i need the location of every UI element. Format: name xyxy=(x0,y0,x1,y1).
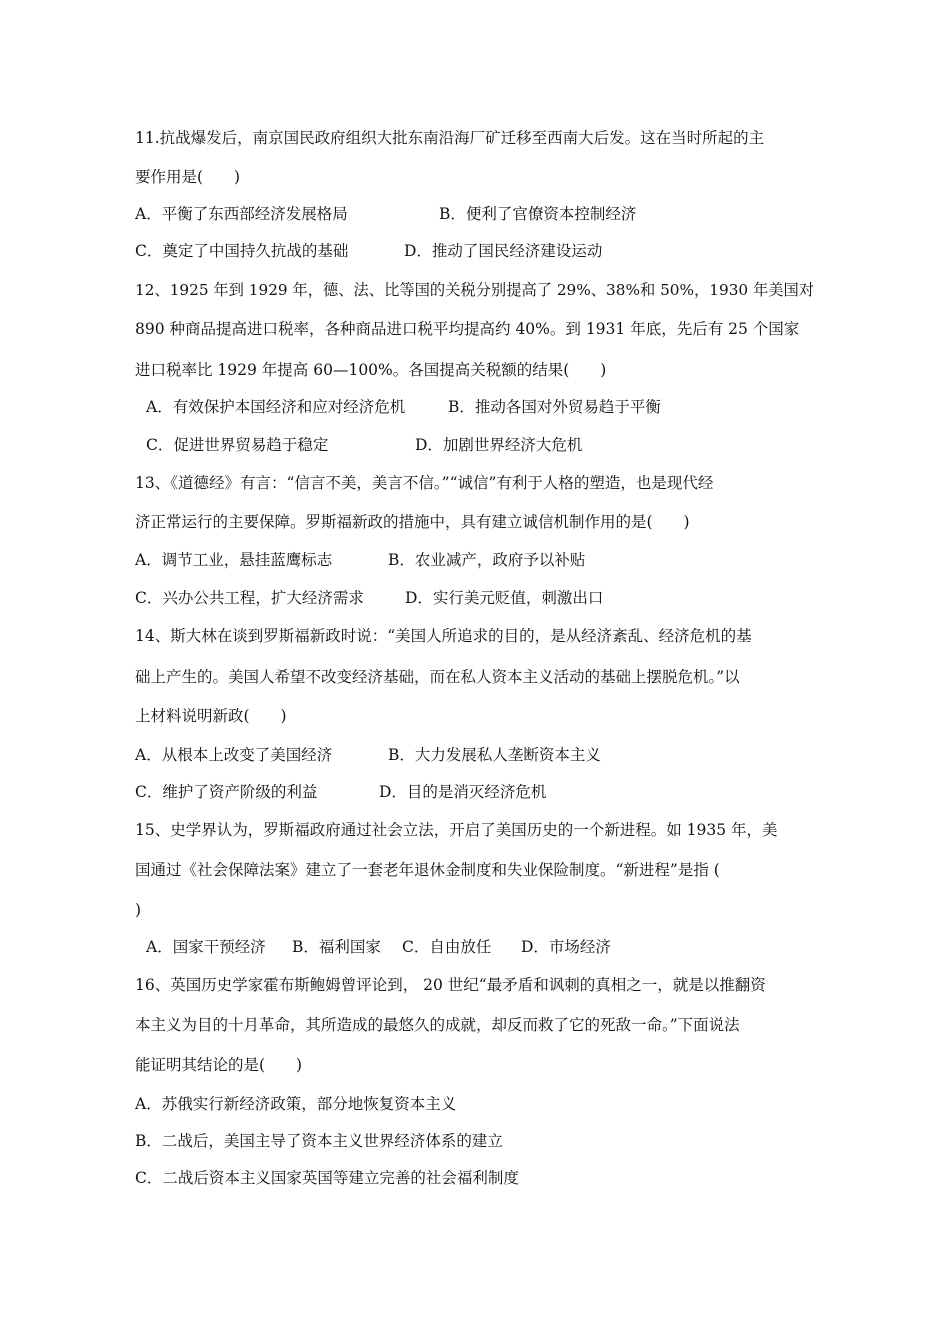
q12-option-b: B．推动各国对外贸易趋于平衡 xyxy=(448,398,661,416)
q12-stem-line-3: 进口税率比 1929 年提高 60—100%。各国提高关税额的结果( ) xyxy=(135,361,607,379)
q15-option-b: B．福利国家 xyxy=(292,938,381,956)
q11-option-a: A．平衡了东西部经济发展格局 xyxy=(135,205,348,223)
q12-stem-line-1: 12、1925 年到 1929 年，德、法、比等国的关税分别提高了 29%、38%和 50%，1930 年美国对 xyxy=(135,281,815,299)
q14-option-c: C．维护了资产阶级的利益 xyxy=(135,783,318,801)
q16-option-c: C．二战后资本主义国家英国等建立完善的社会福利制度 xyxy=(135,1169,519,1187)
q13-stem-line-2: 济正常运行的主要保障。罗斯福新政的措施中，具有建立诚信机制作用的是( ) xyxy=(135,513,690,531)
q11-option-b: B．便利了官僚资本控制经济 xyxy=(439,205,637,223)
q12-option-d: D．加剧世界经济大危机 xyxy=(415,436,583,454)
q11-stem-line-2: 要作用是( ) xyxy=(135,168,241,186)
q11-option-d: D．推动了国民经济建设运动 xyxy=(404,242,603,260)
q12-option-a: A．有效保护本国经济和应对经济危机 xyxy=(146,398,406,416)
q14-option-d: D．目的是消灭经济危机 xyxy=(379,783,547,801)
q16-stem-line-2: 本主义为目的十月革命，其所造成的最悠久的成就，却反而救了它的死敌一命。”下面说法 xyxy=(135,1016,740,1034)
q15-stem-line-3: ) xyxy=(135,901,142,919)
q11-stem-line-1: 11.抗战爆发后，南京国民政府组织大批东南沿海厂矿迁移至西南大后发。这在当时所起的主 xyxy=(135,129,765,147)
q14-stem-line-3: 上材料说明新政( ) xyxy=(135,707,287,725)
q16-stem-line-1: 16、英国历史学家霍布斯鲍姆曾评论到， 20 世纪“最矛盾和讽刺的真相之一，就是以推翻资 xyxy=(135,976,766,994)
q16-option-a: A．苏俄实行新经济政策，部分地恢复资本主义 xyxy=(135,1095,457,1113)
q13-option-b: B．农业减产，政府予以补贴 xyxy=(388,551,586,569)
q12-stem-line-2: 890 种商品提高进口税率，各种商品进口税平均提高约 40%。到 1931 年底，先后有 25 个国家 xyxy=(135,320,800,338)
q13-option-d: D．实行美元贬值，刺激出口 xyxy=(405,589,604,607)
q14-stem-line-1: 14、斯大林在谈到罗斯福新政时说：“美国人所追求的目的，是从经济紊乱、经济危机的基 xyxy=(135,627,752,645)
q12-option-c: C．促进世界贸易趋于稳定 xyxy=(146,436,329,454)
q13-stem-line-1: 13、《道德经》有言：“信言不美，美言不信。”“诚信”有利于人格的塑造，也是现代经 xyxy=(135,474,714,492)
q15-stem-line-1: 15、史学界认为，罗斯福政府通过社会立法，开启了美国历史的一个新进程。如 1935 年，美 xyxy=(135,821,778,839)
q14-stem-line-2: 础上产生的。美国人希望不改变经济基础，而在私人资本主义活动的基础上摆脱危机。”以 xyxy=(135,668,740,686)
q11-option-c: C．奠定了中国持久抗战的基础 xyxy=(135,242,349,260)
q13-option-c: C．兴办公共工程，扩大经济需求 xyxy=(135,589,364,607)
q16-stem-line-3: 能证明其结论的是( ) xyxy=(135,1056,303,1074)
q15-option-a: A．国家干预经济 xyxy=(146,938,266,956)
q15-stem-line-2: 国通过《社会保障法案》建立了一套老年退休金制度和失业保险制度。“新进程”是指 ( xyxy=(135,861,720,879)
q14-option-b: B．大力发展私人垄断资本主义 xyxy=(388,746,601,764)
q15-option-d: D．市场经济 xyxy=(521,938,611,956)
q14-option-a: A．从根本上改变了美国经济 xyxy=(135,746,333,764)
q13-option-a: A．调节工业，悬挂蓝鹰标志 xyxy=(135,551,333,569)
q16-option-b: B．二战后，美国主导了资本主义世界经济体系的建立 xyxy=(135,1132,503,1150)
q15-option-c: C．自由放任 xyxy=(402,938,492,956)
